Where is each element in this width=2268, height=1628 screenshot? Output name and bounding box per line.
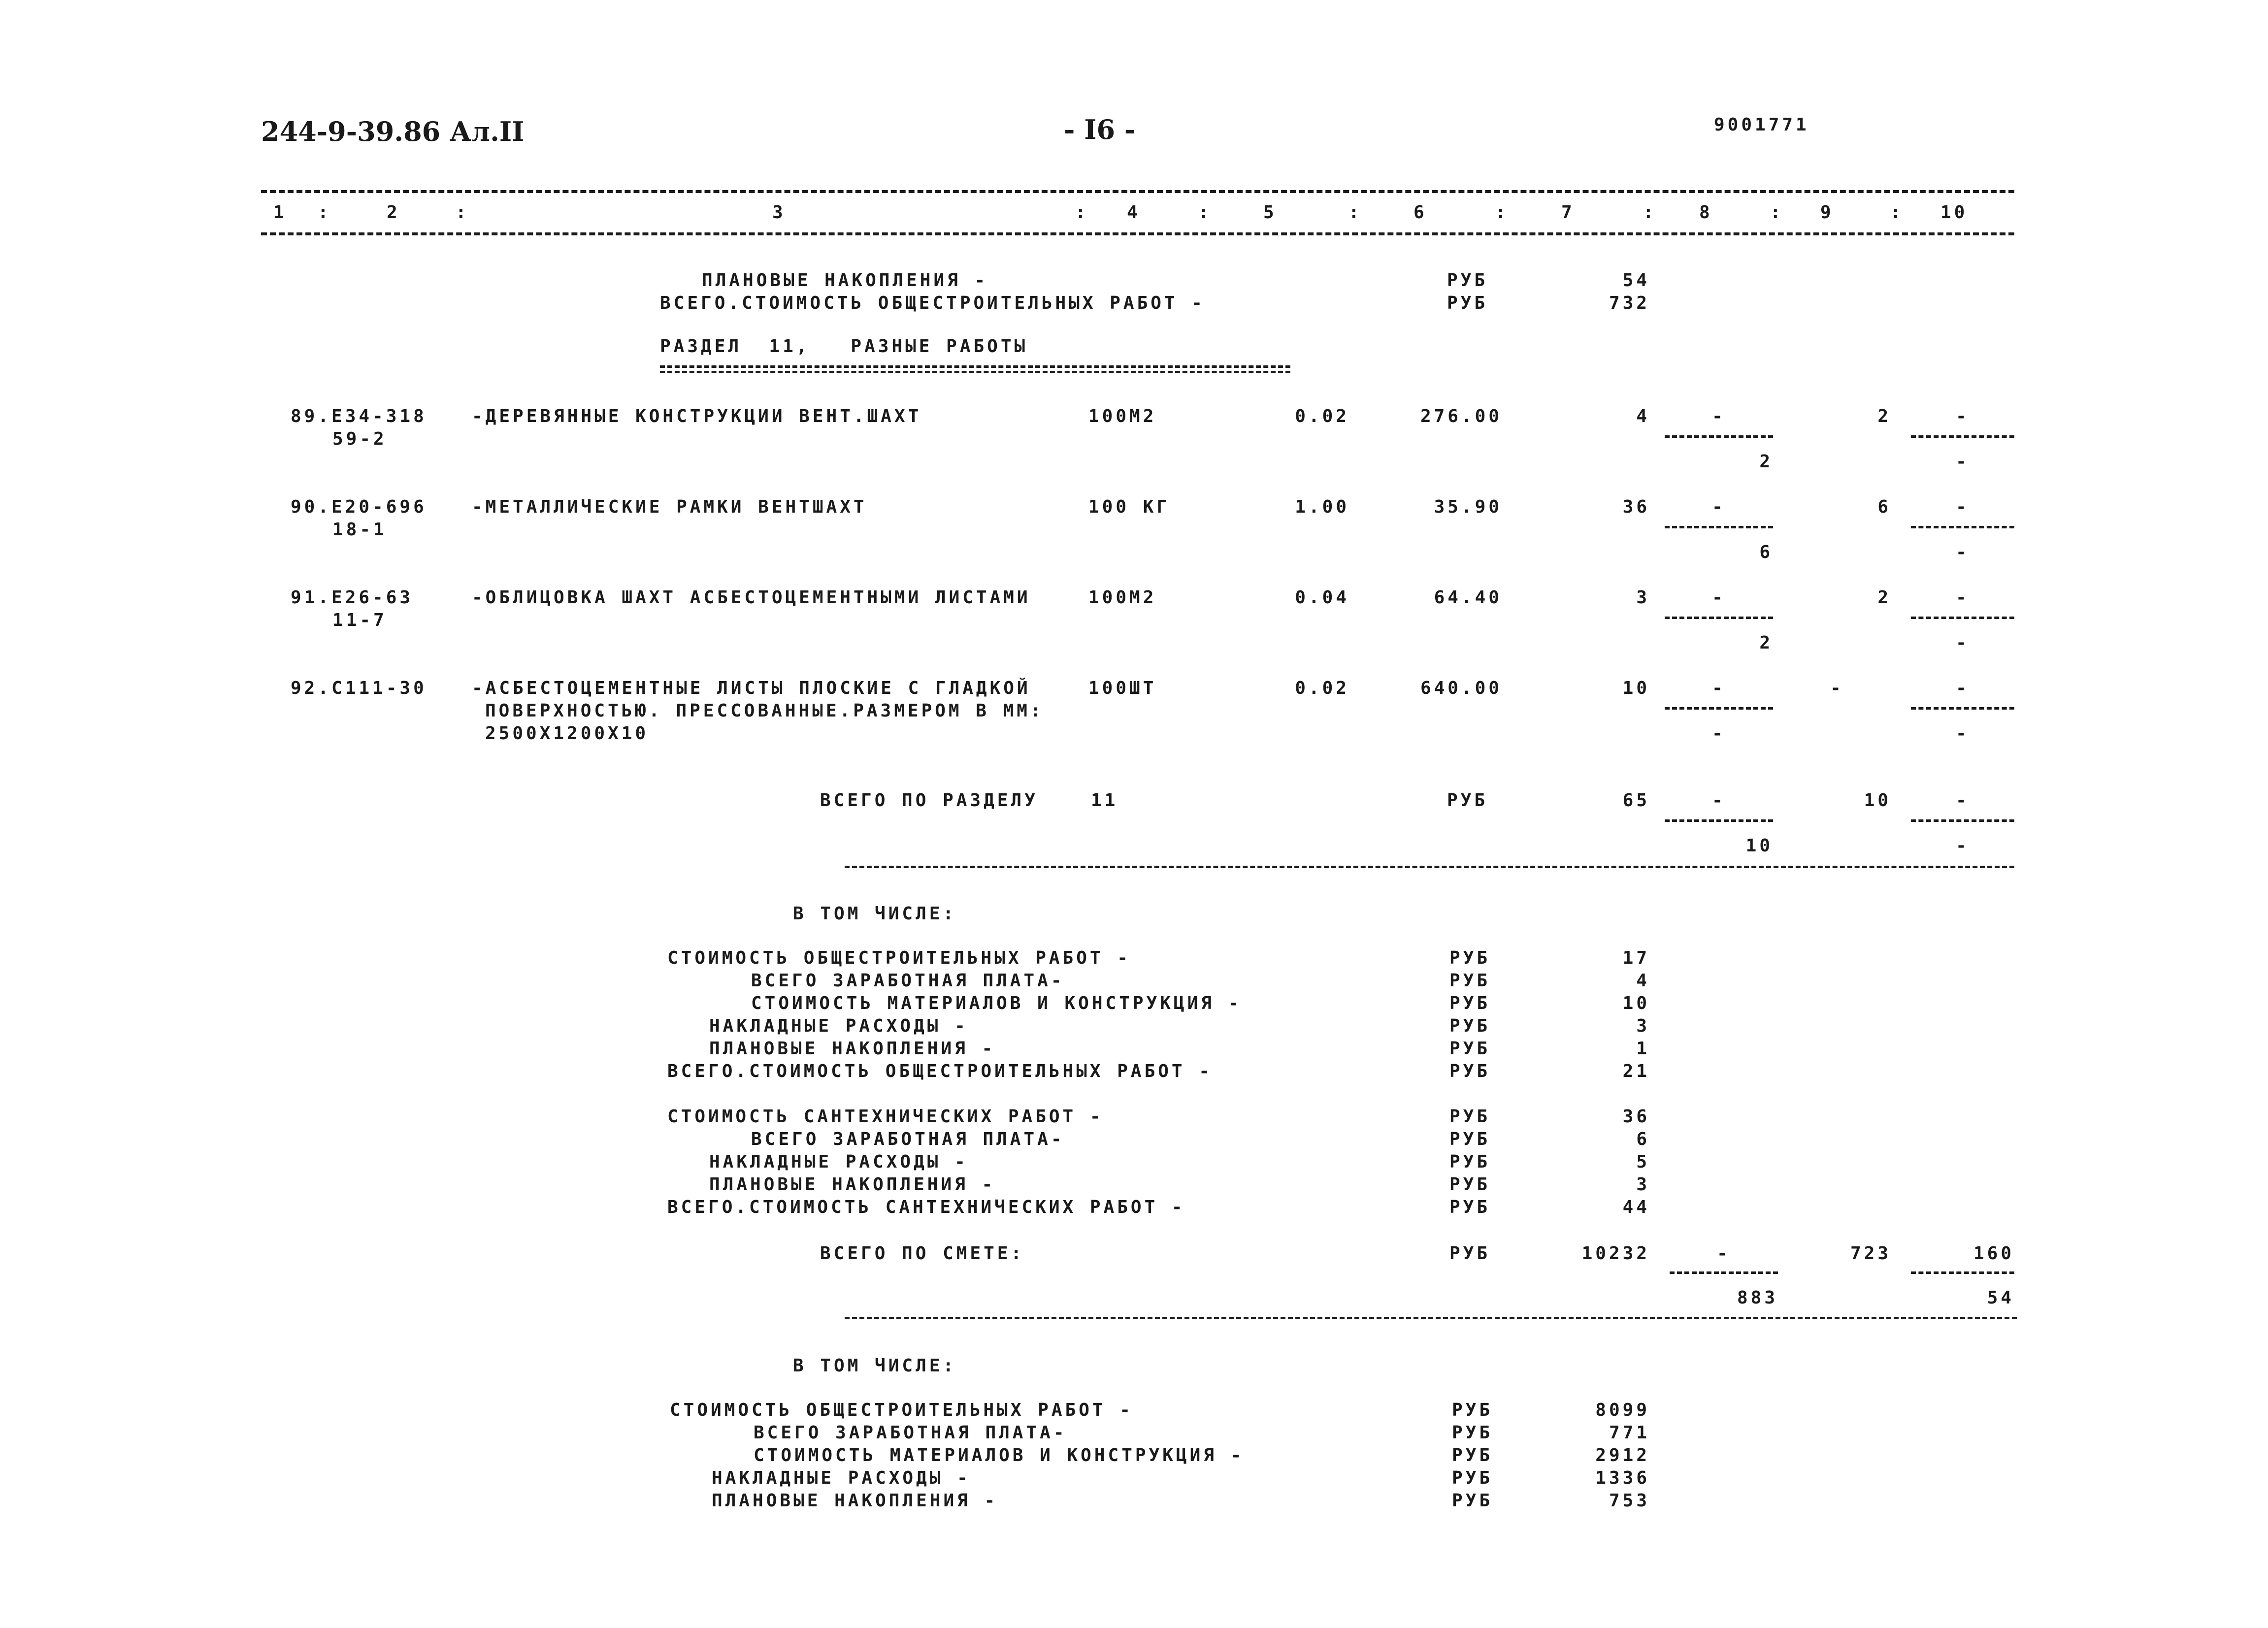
- including-line-value: 36: [1622, 1107, 1650, 1127]
- including-line-unit: РУБ: [1449, 1107, 1491, 1127]
- including-line-label: СТОИМОСТЬ ОБЩЕСТРОИТЕЛЬНЫХ РАБОТ -: [667, 948, 1131, 968]
- column-sep: :: [1890, 202, 1904, 223]
- section-total-label: ВСЕГО ПО РАЗДЕЛУ: [820, 790, 1038, 811]
- including-line-unit: РУБ: [1449, 1061, 1491, 1081]
- estimate-total-col7: 10232: [1581, 1243, 1650, 1264]
- row-quantity: 0.02: [1295, 406, 1349, 426]
- including-line-label: СТОИМОСТЬ МАТЕРИАЛОВ И КОНСТРУКЦИЯ -: [751, 993, 1242, 1013]
- section-total-col8-bottom: 10: [1745, 836, 1773, 856]
- row-col8-fraction-line: [1665, 617, 1773, 619]
- including-line-label: НАКЛАДНЫЕ РАСХОДЫ -: [712, 1468, 971, 1488]
- including-line-label: НАКЛАДНЫЕ РАСХОДЫ -: [709, 1152, 968, 1172]
- planned-savings-unit: РУБ: [1447, 270, 1488, 291]
- including-line-label: ВСЕГО.СТОИМОСТЬ ОБЩЕСТРОИТЕЛЬНЫХ РАБОТ -: [667, 1061, 1213, 1081]
- column-4: 4: [1127, 202, 1141, 223]
- row-col7: 36: [1622, 497, 1650, 517]
- including-line-label: СТОИМОСТЬ МАТЕРИАЛОВ И КОНСТРУКЦИЯ -: [754, 1445, 1245, 1465]
- column-10: 10: [1940, 202, 1968, 223]
- including-line-label: СТОИМОСТЬ САНТЕХНИЧЕСКИХ РАБОТ -: [667, 1107, 1104, 1127]
- row-quantity: 0.02: [1295, 678, 1349, 698]
- including-line-value: 17: [1622, 948, 1650, 968]
- row-col10-bottom: -: [1956, 723, 1970, 744]
- section-title-underline: [660, 365, 1290, 373]
- including-line-value: 5: [1636, 1152, 1650, 1172]
- section-total-col7: 65: [1622, 790, 1650, 811]
- row-col10-top: -: [1956, 497, 1970, 517]
- including-line-label: ВСЕГО ЗАРАБОТНАЯ ПЛАТА-: [754, 1423, 1067, 1443]
- column-sep: :: [1198, 202, 1212, 223]
- estimate-total-col8-bottom: 883: [1737, 1288, 1778, 1308]
- total-general-works-label: ВСЕГО.СТОИМОСТЬ ОБЩЕСТРОИТЕЛЬНЫХ РАБОТ -: [660, 293, 1205, 313]
- row-unit: 100М2: [1088, 406, 1157, 426]
- including-line-label: ВСЕГО.СТОИМОСТЬ САНТЕХНИЧЕСКИХ РАБОТ -: [667, 1197, 1185, 1217]
- row-name: -АСБЕСТОЦЕМЕНТНЫЕ ЛИСТЫ ПЛОСКИЕ С ГЛАДКОЙ: [472, 678, 1031, 698]
- column-9: 9: [1820, 202, 1834, 223]
- section-total-col8-top: -: [1712, 790, 1726, 811]
- row-col9: 2: [1877, 406, 1891, 426]
- row-col10-top: -: [1956, 678, 1970, 698]
- row-unit: 100М2: [1088, 587, 1157, 608]
- row-name: -МЕТАЛЛИЧЕСКИЕ РАМКИ ВЕНТШАХТ: [472, 497, 867, 517]
- including-line-unit: РУБ: [1452, 1400, 1493, 1420]
- row-col10-top: -: [1956, 406, 1970, 426]
- row-col7: 3: [1636, 587, 1650, 608]
- including-line-label: ВСЕГО ЗАРАБОТНАЯ ПЛАТА-: [751, 1129, 1065, 1149]
- row-col9: -: [1830, 678, 1844, 698]
- section-total-col10-bottom: -: [1956, 836, 1970, 856]
- estimate-total-label: ВСЕГО ПО СМЕТЕ:: [820, 1243, 1025, 1264]
- estimate-total-unit: РУБ: [1449, 1243, 1491, 1264]
- row-col9: 2: [1877, 587, 1891, 608]
- including-heading: В ТОМ ЧИСЛЕ:: [793, 904, 957, 924]
- including-line-label: СТОИМОСТЬ ОБЩЕСТРОИТЕЛЬНЫХ РАБОТ -: [670, 1400, 1133, 1420]
- row-code-sub: 18-1: [332, 520, 387, 540]
- header-rule-bottom: [261, 232, 2014, 235]
- row-col7: 10: [1622, 678, 1650, 698]
- including-line-value: 4: [1636, 971, 1650, 991]
- row-col8-top: -: [1712, 497, 1726, 517]
- row-code: 91.Е26-63: [291, 587, 414, 608]
- row-price: 640.00: [1420, 678, 1502, 698]
- including-line-unit: РУБ: [1449, 1016, 1491, 1036]
- row-code: 92.С111-30: [291, 678, 427, 698]
- row-unit: 100ШТ: [1088, 678, 1157, 698]
- section-total-col9: 10: [1864, 790, 1891, 811]
- row-col8-top: -: [1712, 406, 1726, 426]
- including-line-value: 3: [1636, 1016, 1650, 1036]
- including-line-unit: РУБ: [1452, 1468, 1493, 1488]
- header-rule-top: [261, 190, 2014, 193]
- including-line-label: НАКЛАДНЫЕ РАСХОДЫ -: [709, 1016, 968, 1036]
- row-col8-top: -: [1712, 678, 1726, 698]
- including-line-label: ПЛАНОВЫЕ НАКОПЛЕНИЯ -: [709, 1174, 996, 1195]
- row-price: 276.00: [1420, 406, 1502, 426]
- column-sep: :: [1075, 202, 1089, 223]
- row-name-line-3: 2500Х1200Х10: [485, 723, 649, 744]
- row-name-line-2: ПОВЕРХНОСТЬЮ. ПРЕССОВАННЫЕ.РАЗМЕРОМ В ММ:: [485, 701, 1044, 721]
- row-price: 64.40: [1434, 587, 1502, 608]
- row-col10-bottom: -: [1956, 542, 1970, 562]
- section-total-number: 11: [1091, 790, 1118, 811]
- row-quantity: 1.00: [1295, 497, 1349, 517]
- including-line-label: ПЛАНОВЫЕ НАКОПЛЕНИЯ -: [712, 1491, 998, 1511]
- estimate-total-col8-fraction-line: [1670, 1271, 1778, 1274]
- column-2: 2: [387, 202, 400, 223]
- row-quantity: 0.04: [1295, 587, 1349, 608]
- including-line-value: 6: [1636, 1129, 1650, 1149]
- including-line-unit: РУБ: [1449, 1197, 1491, 1217]
- planned-savings-value: 54: [1622, 270, 1650, 291]
- row-col8-fraction-line: [1665, 707, 1773, 710]
- estimate-total-col10-fraction-line: [1911, 1271, 2014, 1274]
- row-col8-bottom: 2: [1759, 452, 1773, 472]
- column-6: 6: [1413, 202, 1427, 223]
- estimate-total-col10-bottom: 54: [1987, 1288, 2014, 1308]
- column-sep: :: [1643, 202, 1657, 223]
- including-line-value: 771: [1609, 1423, 1650, 1443]
- including-line-value: 3: [1636, 1174, 1650, 1195]
- row-col8-bottom: 6: [1759, 542, 1773, 562]
- column-1: 1: [273, 202, 287, 223]
- including-line-value: 44: [1622, 1197, 1650, 1217]
- including-line-unit: РУБ: [1449, 1152, 1491, 1172]
- row-col10-fraction-line: [1911, 435, 2014, 438]
- estimate-total-col10-top: 160: [1973, 1243, 2014, 1264]
- row-unit: 100 КГ: [1088, 497, 1171, 517]
- row-name: -ОБЛИЦОВКА ШАХТ АСБЕСТОЦЕМЕНТНЫМИ ЛИСТАМИ: [472, 587, 1031, 608]
- row-col10-top: -: [1956, 587, 1970, 608]
- row-col10-bottom: -: [1956, 452, 1970, 472]
- including-line-unit: РУБ: [1449, 971, 1491, 991]
- including-line-value: 8099: [1595, 1400, 1650, 1420]
- total-general-works-unit: РУБ: [1447, 293, 1488, 313]
- row-col10-fraction-line: [1911, 707, 2014, 710]
- column-8: 8: [1699, 202, 1713, 223]
- row-col8-bottom: 2: [1759, 633, 1773, 653]
- including-line-unit: РУБ: [1449, 1174, 1491, 1195]
- total-general-works-value: 732: [1609, 293, 1650, 313]
- including-line-value: 1: [1636, 1039, 1650, 1059]
- section-total-col10-fraction-line: [1911, 819, 2014, 822]
- row-price: 35.90: [1434, 497, 1502, 517]
- column-sep: :: [1348, 202, 1362, 223]
- row-col9: 6: [1877, 497, 1891, 517]
- section-total-rule: [845, 866, 2014, 868]
- row-code: 90.Е20-696: [291, 497, 427, 517]
- row-col10-fraction-line: [1911, 526, 2014, 528]
- column-3: 3: [772, 202, 786, 223]
- page-number: - I6 -: [1064, 114, 1136, 145]
- planned-savings-label: ПЛАНОВЫЕ НАКОПЛЕНИЯ -: [702, 270, 988, 291]
- column-sep: :: [1495, 202, 1509, 223]
- including-line-value: 21: [1622, 1061, 1650, 1081]
- column-sep: :: [456, 202, 469, 223]
- including-line-unit: РУБ: [1452, 1491, 1493, 1511]
- section-total-col8-fraction-line: [1665, 819, 1773, 822]
- column-sep: :: [1770, 202, 1784, 223]
- including-line-value: 2912: [1595, 1445, 1650, 1465]
- row-col8-fraction-line: [1665, 526, 1773, 528]
- including-line-unit: РУБ: [1449, 948, 1491, 968]
- including-line-unit: РУБ: [1449, 1129, 1491, 1149]
- section-total-unit: РУБ: [1447, 790, 1488, 811]
- including-line-unit: РУБ: [1449, 993, 1491, 1013]
- estimate-total-col8-top: -: [1717, 1243, 1731, 1264]
- row-col10-fraction-line: [1911, 617, 2014, 619]
- row-col10-bottom: -: [1956, 633, 1970, 653]
- including-line-unit: РУБ: [1452, 1423, 1493, 1443]
- row-col8-bottom: -: [1712, 723, 1726, 744]
- row-code-sub: 11-7: [332, 610, 387, 630]
- including-heading: В ТОМ ЧИСЛЕ:: [793, 1356, 957, 1376]
- row-name: -ДЕРЕВЯННЫЕ КОНСТРУКЦИИ ВЕНТ.ШАХТ: [472, 406, 922, 426]
- column-5: 5: [1263, 202, 1277, 223]
- including-line-unit: РУБ: [1449, 1039, 1491, 1059]
- row-col8-top: -: [1712, 587, 1726, 608]
- section-title: РАЗДЕЛ 11, РАЗНЫЕ РАБОТЫ: [660, 336, 1028, 357]
- row-col8-fraction-line: [1665, 435, 1773, 438]
- estimate-total-rule: [845, 1317, 2017, 1319]
- column-sep: :: [318, 202, 331, 223]
- row-code-sub: 59-2: [332, 429, 387, 449]
- row-col7: 4: [1636, 406, 1650, 426]
- including-line-label: ПЛАНОВЫЕ НАКОПЛЕНИЯ -: [709, 1039, 996, 1059]
- including-line-value: 1336: [1595, 1468, 1650, 1488]
- row-code: 89.Е34-318: [291, 406, 427, 426]
- estimate-total-col9: 723: [1850, 1243, 1891, 1264]
- including-line-value: 10: [1622, 993, 1650, 1013]
- document-id: 9001771: [1714, 115, 1809, 135]
- including-line-label: ВСЕГО ЗАРАБОТНАЯ ПЛАТА-: [751, 971, 1065, 991]
- column-7: 7: [1561, 202, 1575, 223]
- section-total-col10-top: -: [1956, 790, 1970, 811]
- including-line-unit: РУБ: [1452, 1445, 1493, 1465]
- document-code: 244-9-39.86 Ал.II: [261, 116, 525, 147]
- including-line-value: 753: [1609, 1491, 1650, 1511]
